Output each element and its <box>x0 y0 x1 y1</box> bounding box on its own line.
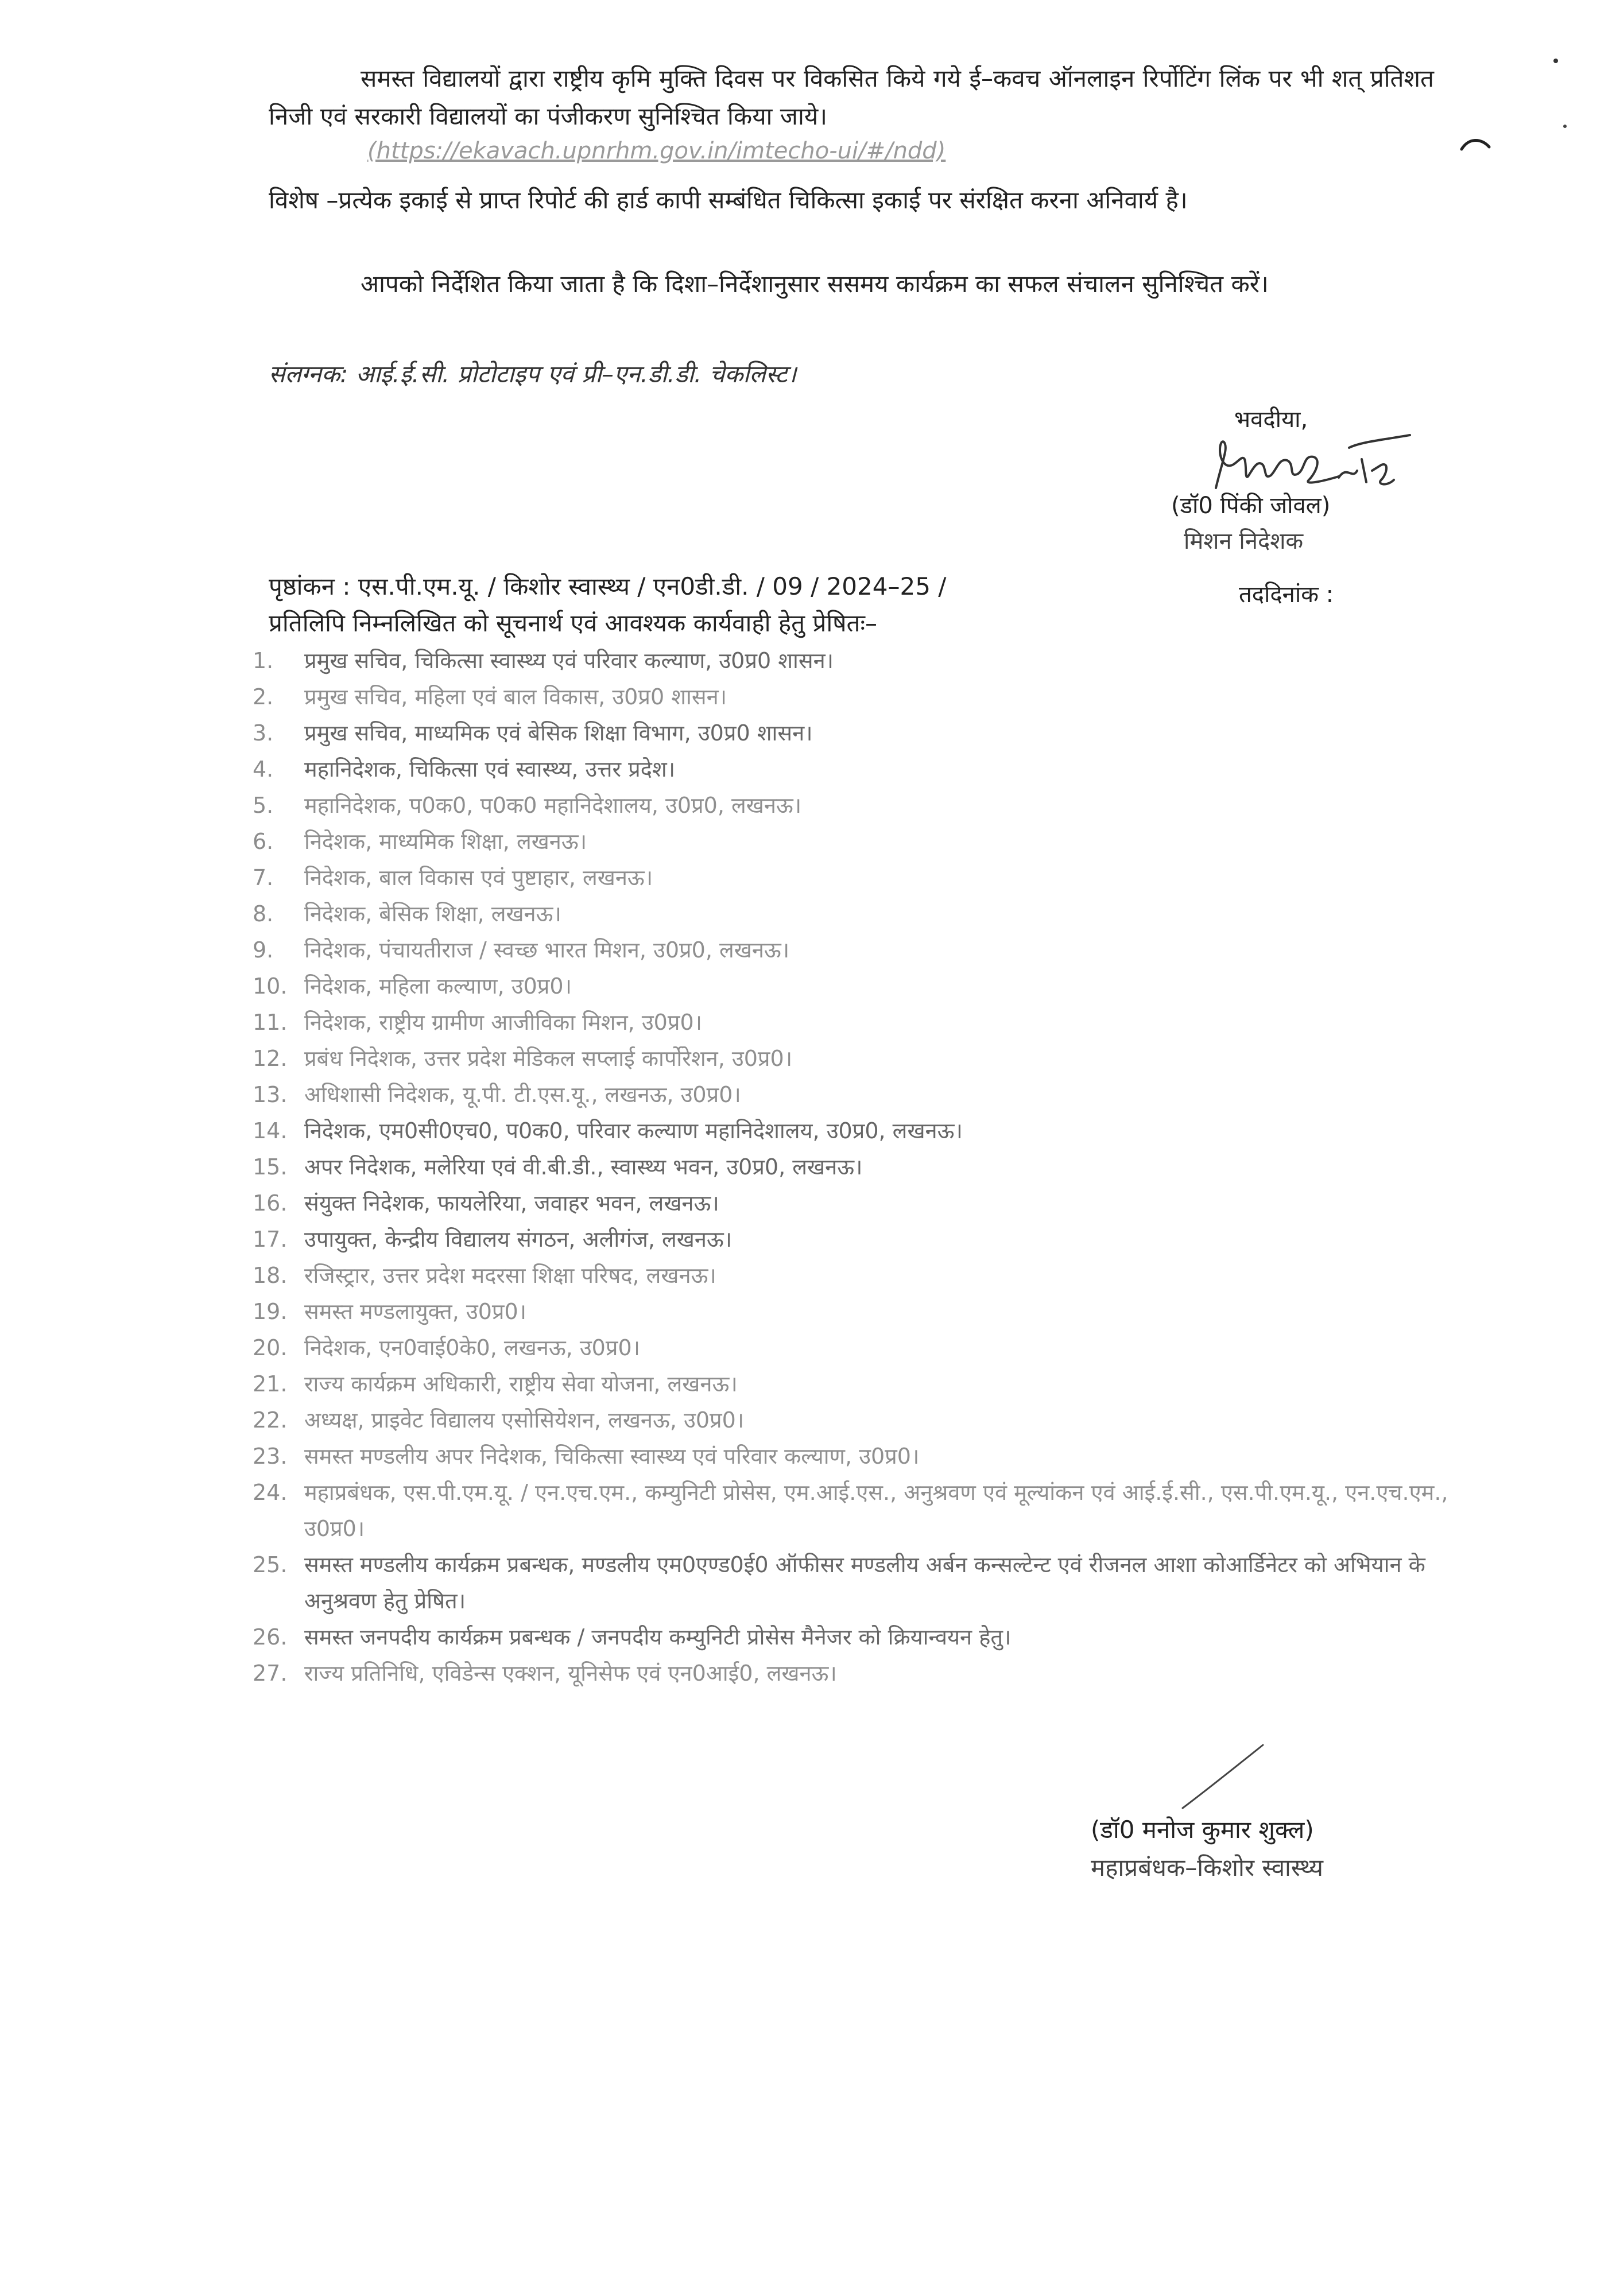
list-item: 16. संयुक्त निदेशक, फायलेरिया, जवाहर भवन, लखनऊ। <box>253 1190 719 1216</box>
reference-number: पृष्ठांकन : एस.पी.एम.यू. / किशोर स्वास्थ्य / एन0डी.डी. / 09 / 2024–25 / <box>269 572 947 600</box>
scan-dot <box>1559 121 1571 132</box>
list-item: 1. प्रमुख सचिव, चिकित्सा स्वास्थ्य एवं परिवार कल्याण, उ0प्र0 शासन। <box>253 648 834 673</box>
list-item: 6. निदेशक, माध्यमिक शिक्षा, लखनऊ। <box>253 829 587 854</box>
enclosure-line: संलग्नक: आई.ई.सी. प्रोटोटाइप एवं प्री–एन.डी.डी. चेकलिस्ट। <box>269 360 797 388</box>
special-note: विशेष –प्रत्येक इकाई से प्राप्त रिपोर्ट की हार्ड कापी सम्बंधित चिकित्सा इकाई पर संरक्षित करना अनिवार्य है। <box>269 186 1188 214</box>
list-item: 3. प्रमुख सचिव, माध्यमिक एवं बेसिक शिक्षा विभाग, उ0प्र0 शासन। <box>253 720 813 746</box>
list-item: 18. रजिस्ट्रार, उत्तर प्रदेश मदरसा शिक्षा परिषद, लखनऊ। <box>253 1263 716 1288</box>
handwritten-signature-1 <box>1211 425 1418 511</box>
list-item: 2. प्रमुख सचिव, महिला एवं बाल विकास, उ0प्र0 शासन। <box>253 684 727 709</box>
signatory-designation: महाप्रबंधक–किशोर स्वास्थ्य <box>1091 1853 1324 1882</box>
scan-mark <box>1458 132 1493 155</box>
list-item: 12. प्रबंध निदेशक, उत्तर प्रदेश मेडिकल सप्लाई कार्पोरेशन, उ0प्र0। <box>253 1046 793 1071</box>
salutation: भवदीया, <box>1234 406 1308 433</box>
list-item: 7. निदेशक, बाल विकास एवं पुष्टाहार, लखनऊ। <box>253 865 653 890</box>
recipient-list <box>253 643 1458 1692</box>
instruction-paragraph: आपको निर्देशित किया जाता है कि दिशा–निर्देशानुसार ससमय कार्यक्रम का सफल संचालन सुनिश्चित करें। <box>361 270 1269 298</box>
list-item: 10. निदेशक, महिला कल्याण, उ0प्र0। <box>253 974 572 999</box>
list-item: 5. महानिदेशक, प0क0, प0क0 महानिदेशालय, उ0प्र0, लखनऊ। <box>253 793 802 818</box>
ekavach-link[interactable]: (https://ekavach.upnrhm.gov.in/imtecho-ui/#/ndd) <box>367 138 946 164</box>
list-item: 27. राज्य प्रतिनिधि, एविडेन्स एक्शन, यूनिसेफ एवं एन0आई0, लखनऊ। <box>253 1661 837 1686</box>
list-item: 21. राज्य कार्यक्रम अधिकारी, राष्ट्रीय सेवा योजना, लखनऊ। <box>253 1371 738 1397</box>
list-item: 26. समस्त जनपदीय कार्यक्रम प्रबन्धक / जनपदीय कम्युनिटी प्रोसेस मैनेजर को क्रियान्वयन हेतु। <box>253 1624 1012 1650</box>
signatory-name: (डॉ0 मनोज कुमार शुक्ल) <box>1091 1816 1314 1844</box>
signatory-name: (डॉ0 पिंकी जोवल) <box>1171 492 1331 519</box>
copy-to-heading: प्रतिलिपि निम्नलिखित को सूचनार्थ एवं आवश्यक कार्यवाही हेतु प्रेषितः– <box>269 609 877 637</box>
list-item: 13. अधिशासी निदेशक, यू.पी. टी.एस.यू., लखनऊ, उ0प्र0। <box>253 1082 741 1107</box>
list-item: 9. निदेशक, पंचायतीराज / स्वच्छ भारत मिशन, उ0प्र0, लखनऊ। <box>253 937 790 963</box>
registration-paragraph: समस्त विद्यालयों द्वारा राष्ट्रीय कृमि मुक्ति दिवस पर विकसित किये गये ई–कवच ऑनलाइन रिर्पोटिंग लिंक पर भी शत् प्रतिशत निजी एवं सरकारी विद्यालयों का पंजीकरण सुनिश्चित किया जाये। <box>269 64 1434 130</box>
list-item: 24. महाप्रबंधक, एस.पी.एम.यू. / एन.एच.एम., कम्युनिटी प्रोसेस, एम.आई.एस., अनुश्रवण एवं मूल्यांकन एवं आई.ई.सी., एस.पी.एम.यू., एन.एच.एम., उ0प्र0। <box>253 1480 1448 1541</box>
list-item: 19. समस्त मण्डलायुक्त, उ0प्र0। <box>253 1299 527 1324</box>
signatory-block-2 <box>1091 1811 1323 1887</box>
list-item: 25. समस्त मण्डलीय कार्यक्रम प्रबन्धक, मण्डलीय एम0एण्ड0ई0 ऑफीसर मण्डलीय अर्बन कन्सल्टेन्ट एवं रीजनल आशा कोआर्डिनेटर को अभियान के अनुश्रवण हेतु प्रेषित। <box>253 1552 1425 1614</box>
list-item: 15. अपर निदेशक, मलेरिया एवं वी.बी.डी., स्वास्थ्य भवन, उ0प्र0, लखनऊ। <box>253 1154 863 1180</box>
list-item: 23. समस्त मण्डलीय अपर निदेशक, चिकित्सा स्वास्थ्य एवं परिवार कल्याण, उ0प्र0। <box>253 1444 920 1469</box>
list-item: 8. निदेशक, बेसिक शिक्षा, लखनऊ। <box>253 901 561 926</box>
signatory-designation: मिशन निदेशक <box>1184 528 1304 554</box>
handwritten-signature-2 <box>1177 1739 1274 1814</box>
list-item: 20. निदेशक, एन0वाई0के0, लखनऊ, उ0प्र0। <box>253 1335 641 1360</box>
dated-same-day: तददिनांक : <box>1239 581 1334 608</box>
list-item: 14. निदेशक, एम0सी0एच0, प0क0, परिवार कल्याण महानिदेशालय, उ0प्र0, लखनऊ। <box>253 1118 963 1143</box>
list-item: 22. अध्यक्ष, प्राइवेट विद्यालय एसोसियेशन, लखनऊ, उ0प्र0। <box>253 1407 745 1433</box>
scan-dot <box>1550 55 1561 67</box>
list-item: 17. उपायुक्त, केन्द्रीय विद्यालय संगठन, अलीगंज, लखनऊ। <box>253 1227 733 1252</box>
list-item: 4. महानिदेशक, चिकित्सा एवं स्वास्थ्य, उत्तर प्रदेश। <box>253 757 676 782</box>
list-item: 11. निदेशक, राष्ट्रीय ग्रामीण आजीविका मिशन, उ0प्र0। <box>253 1010 703 1035</box>
